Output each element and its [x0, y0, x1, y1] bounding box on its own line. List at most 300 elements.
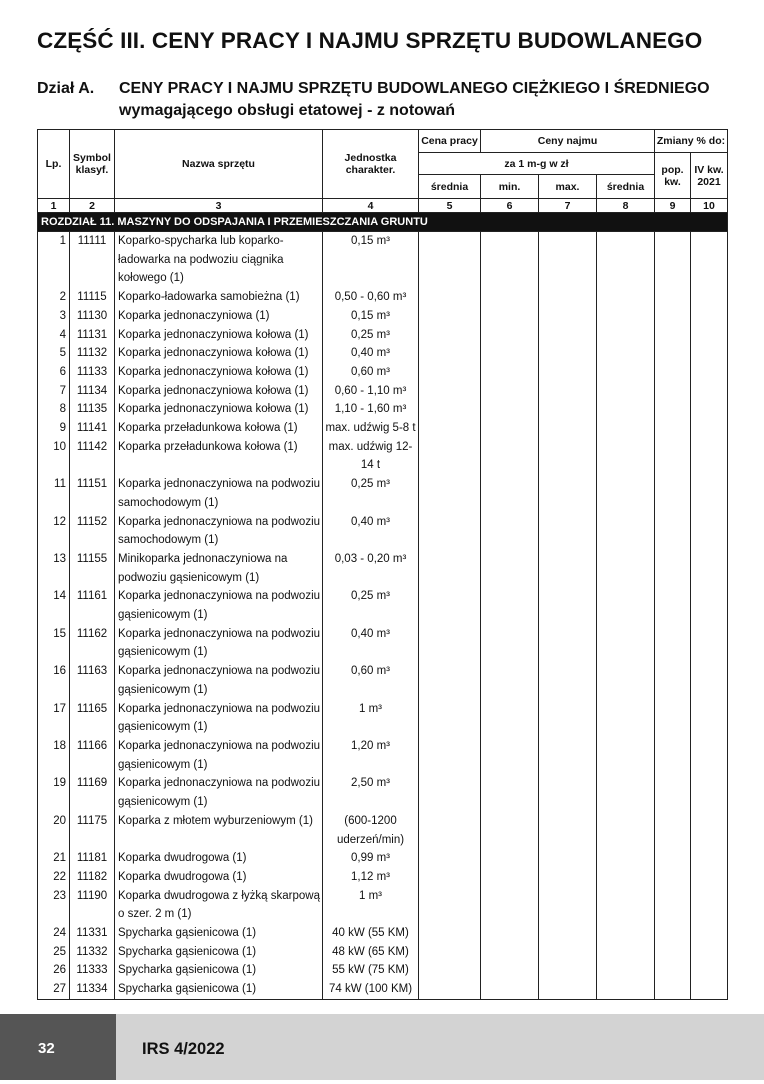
row-empty-cell [691, 550, 728, 587]
row-empty-cell [691, 887, 728, 924]
row-empty-cell [597, 774, 655, 811]
row-name: Koparka jednonaczyniowa na podwoziu gąsienicowym (1) [115, 662, 323, 699]
row-empty-cell [597, 307, 655, 326]
row-unit: 48 kW (65 KM) [323, 943, 419, 962]
row-empty-cell [597, 475, 655, 512]
row-empty-cell [481, 232, 539, 289]
col-number: 2 [70, 199, 115, 213]
header-changes: Zmiany % do: [655, 130, 728, 153]
row-empty-cell [481, 961, 539, 980]
row-unit: 0,03 - 0,20 m³ [323, 550, 419, 587]
row-empty-cell [481, 326, 539, 345]
row-empty-cell [691, 849, 728, 868]
row-unit: 0,60 m³ [323, 363, 419, 382]
row-empty-cell [539, 737, 597, 774]
row-lp: 4 [38, 326, 70, 345]
row-empty-cell [691, 307, 728, 326]
row-empty-cell [691, 288, 728, 307]
row-empty-cell [597, 961, 655, 980]
row-empty-cell [539, 363, 597, 382]
row-empty-cell [655, 868, 691, 887]
row-empty-cell [539, 587, 597, 624]
row-empty-cell [539, 326, 597, 345]
table-row [38, 363, 728, 382]
row-empty-cell [539, 700, 597, 737]
row-name: Koparka przeładunkowa kołowa (1) [115, 419, 323, 438]
table-row [38, 924, 728, 943]
row-empty-cell [597, 288, 655, 307]
row-empty-cell [655, 587, 691, 624]
table-row [38, 326, 728, 345]
row-unit: 40 kW (55 KM) [323, 924, 419, 943]
row-name: Koparko-spycharka lub koparko-ładowarka na podwoziu ciągnika kołowego (1) [115, 232, 323, 289]
row-empty-cell [597, 587, 655, 624]
col-number: 1 [38, 199, 70, 213]
row-empty-cell [655, 961, 691, 980]
table-row [38, 475, 728, 512]
row-symbol: 11141 [70, 419, 115, 438]
table-row [38, 868, 728, 887]
row-empty-cell [597, 662, 655, 699]
row-empty-cell [655, 344, 691, 363]
row-lp: 27 [38, 980, 70, 999]
row-lp: 24 [38, 924, 70, 943]
row-empty-cell [655, 363, 691, 382]
row-empty-cell [655, 737, 691, 774]
row-unit: 1,10 - 1,60 m³ [323, 400, 419, 419]
row-empty-cell [691, 943, 728, 962]
row-unit: 1 m³ [323, 700, 419, 737]
row-empty-cell [419, 961, 481, 980]
column-numbers-row [38, 199, 728, 213]
row-unit: max. udźwig 12-14 t [323, 438, 419, 475]
row-empty-cell [419, 363, 481, 382]
row-empty-cell [691, 700, 728, 737]
row-empty-cell [419, 868, 481, 887]
row-lp: 11 [38, 475, 70, 512]
table-row [38, 774, 728, 811]
table-row [38, 887, 728, 924]
chapter-title: ROZDZIAŁ 11. MASZYNY DO ODSPAJANIA I PRZEMIESZCZANIA GRUNTU [38, 213, 728, 232]
header-unit: Jednostka charakter. [323, 130, 419, 199]
row-empty-cell [691, 774, 728, 811]
row-name: Koparka jednonaczyniowa kołowa (1) [115, 363, 323, 382]
row-symbol: 11175 [70, 812, 115, 849]
row-empty-cell [655, 774, 691, 811]
row-lp: 26 [38, 961, 70, 980]
row-lp: 2 [38, 288, 70, 307]
row-empty-cell [597, 700, 655, 737]
row-empty-cell [655, 438, 691, 475]
row-name: Spycharka gąsienicowa (1) [115, 961, 323, 980]
row-empty-cell [691, 438, 728, 475]
row-empty-cell [481, 550, 539, 587]
row-lp: 14 [38, 587, 70, 624]
row-empty-cell [539, 980, 597, 999]
row-symbol: 11161 [70, 587, 115, 624]
row-empty-cell [481, 513, 539, 550]
row-lp: 12 [38, 513, 70, 550]
row-lp: 18 [38, 737, 70, 774]
row-symbol: 11111 [70, 232, 115, 289]
row-unit: 0,40 m³ [323, 513, 419, 550]
row-name: Koparka dwudrogowa (1) [115, 849, 323, 868]
row-empty-cell [419, 475, 481, 512]
row-name: Koparka jednonaczyniowa kołowa (1) [115, 382, 323, 401]
row-lp: 17 [38, 700, 70, 737]
chapter-row [38, 213, 728, 232]
header-min: min. [481, 175, 539, 199]
row-unit: (600-1200 uderzeń/min) [323, 812, 419, 849]
row-empty-cell [419, 737, 481, 774]
table-row [38, 382, 728, 401]
row-empty-cell [597, 980, 655, 999]
row-empty-cell [655, 400, 691, 419]
row-empty-cell [539, 625, 597, 662]
row-symbol: 11333 [70, 961, 115, 980]
row-name: Minikoparka jednonaczyniowa na podwoziu gąsienicowym (1) [115, 550, 323, 587]
row-unit: 0,25 m³ [323, 475, 419, 512]
header-labor-price: Cena pracy [419, 130, 481, 153]
row-empty-cell [691, 924, 728, 943]
row-name: Koparka jednonaczyniowa na podwoziu gąsienicowym (1) [115, 625, 323, 662]
table-row [38, 419, 728, 438]
row-unit: 74 kW (100 KM) [323, 980, 419, 999]
row-empty-cell [691, 475, 728, 512]
row-name: Koparka jednonaczyniowa na podwoziu gąsienicowym (1) [115, 737, 323, 774]
row-empty-cell [419, 924, 481, 943]
table-row [38, 625, 728, 662]
row-symbol: 11132 [70, 344, 115, 363]
section-heading [37, 78, 737, 122]
row-empty-cell [419, 419, 481, 438]
table-row [38, 400, 728, 419]
row-name: Spycharka gąsienicowa (1) [115, 980, 323, 999]
header-q4-2021: IV kw. 2021 [691, 153, 728, 199]
row-unit: 0,15 m³ [323, 232, 419, 289]
row-lp: 9 [38, 419, 70, 438]
row-unit: 0,60 - 1,10 m³ [323, 382, 419, 401]
row-empty-cell [481, 438, 539, 475]
header-avg-labor: średnia [419, 175, 481, 199]
col-number: 9 [655, 199, 691, 213]
table-row [38, 961, 728, 980]
table-row [38, 550, 728, 587]
row-empty-cell [597, 344, 655, 363]
row-lp: 7 [38, 382, 70, 401]
table-row [38, 344, 728, 363]
row-unit: 1,20 m³ [323, 737, 419, 774]
row-empty-cell [597, 924, 655, 943]
row-empty-cell [691, 400, 728, 419]
row-empty-cell [481, 849, 539, 868]
row-symbol: 11182 [70, 868, 115, 887]
row-empty-cell [419, 307, 481, 326]
row-lp: 23 [38, 887, 70, 924]
row-empty-cell [597, 232, 655, 289]
row-lp: 8 [38, 400, 70, 419]
col-number: 7 [539, 199, 597, 213]
row-empty-cell [481, 419, 539, 438]
row-empty-cell [539, 288, 597, 307]
row-name: Koparka jednonaczyniowa na podwoziu samochodowym (1) [115, 513, 323, 550]
row-symbol: 11169 [70, 774, 115, 811]
row-name: Koparka jednonaczyniowa kołowa (1) [115, 326, 323, 345]
row-name: Spycharka gąsienicowa (1) [115, 943, 323, 962]
header-name: Nazwa sprzętu [115, 130, 323, 199]
table-row [38, 737, 728, 774]
row-empty-cell [655, 625, 691, 662]
row-lp: 25 [38, 943, 70, 962]
table-row [38, 812, 728, 849]
row-empty-cell [691, 232, 728, 289]
row-empty-cell [481, 400, 539, 419]
row-symbol: 11134 [70, 382, 115, 401]
row-empty-cell [691, 587, 728, 624]
row-lp: 10 [38, 438, 70, 475]
row-empty-cell [419, 232, 481, 289]
row-empty-cell [539, 943, 597, 962]
row-empty-cell [481, 662, 539, 699]
row-symbol: 11190 [70, 887, 115, 924]
row-empty-cell [597, 400, 655, 419]
row-empty-cell [691, 662, 728, 699]
row-empty-cell [691, 363, 728, 382]
col-number: 5 [419, 199, 481, 213]
row-empty-cell [597, 887, 655, 924]
row-empty-cell [539, 419, 597, 438]
row-empty-cell [655, 382, 691, 401]
row-name: Koparka dwudrogowa z łyżką skarpową o szer. 2 m (1) [115, 887, 323, 924]
row-empty-cell [481, 887, 539, 924]
row-empty-cell [691, 513, 728, 550]
row-empty-cell [481, 625, 539, 662]
row-empty-cell [539, 438, 597, 475]
row-empty-cell [481, 812, 539, 849]
row-empty-cell [539, 475, 597, 512]
row-empty-cell [655, 232, 691, 289]
table-row [38, 849, 728, 868]
col-number: 3 [115, 199, 323, 213]
row-empty-cell [655, 288, 691, 307]
row-empty-cell [419, 382, 481, 401]
table-body [38, 232, 728, 1000]
section-title: CENY PRACY I NAJMU SPRZĘTU BUDOWLANEGO CIĘŻKIEGO I ŚREDNIEGO [119, 80, 710, 97]
table-row [38, 307, 728, 326]
table-row [38, 438, 728, 475]
header-max: max. [539, 175, 597, 199]
row-lp: 19 [38, 774, 70, 811]
row-empty-cell [655, 326, 691, 345]
row-lp: 22 [38, 868, 70, 887]
row-symbol: 11163 [70, 662, 115, 699]
row-empty-cell [539, 400, 597, 419]
row-empty-cell [655, 662, 691, 699]
row-symbol: 11133 [70, 363, 115, 382]
row-empty-cell [597, 326, 655, 345]
row-symbol: 11331 [70, 924, 115, 943]
row-empty-cell [655, 513, 691, 550]
row-empty-cell [481, 344, 539, 363]
row-empty-cell [597, 438, 655, 475]
row-empty-cell [691, 980, 728, 999]
header-prev-quarter: pop. kw. [655, 153, 691, 199]
row-empty-cell [419, 550, 481, 587]
row-symbol: 11165 [70, 700, 115, 737]
row-lp: 16 [38, 662, 70, 699]
row-unit: 0,40 m³ [323, 625, 419, 662]
row-lp: 1 [38, 232, 70, 289]
row-empty-cell [419, 400, 481, 419]
row-symbol: 11151 [70, 475, 115, 512]
row-empty-cell [597, 382, 655, 401]
row-empty-cell [655, 887, 691, 924]
row-empty-cell [691, 326, 728, 345]
row-symbol: 11162 [70, 625, 115, 662]
row-empty-cell [481, 774, 539, 811]
row-name: Koparko-ładowarka samobieżna (1) [115, 288, 323, 307]
row-empty-cell [597, 513, 655, 550]
equipment-price-table [37, 129, 728, 1000]
row-unit: 55 kW (75 KM) [323, 961, 419, 980]
row-empty-cell [419, 513, 481, 550]
row-empty-cell [539, 550, 597, 587]
row-name: Koparka jednonaczyniowa na podwoziu samochodowym (1) [115, 475, 323, 512]
row-empty-cell [655, 943, 691, 962]
row-empty-cell [597, 849, 655, 868]
row-empty-cell [655, 849, 691, 868]
row-empty-cell [655, 550, 691, 587]
row-empty-cell [481, 288, 539, 307]
row-name: Koparka dwudrogowa (1) [115, 868, 323, 887]
row-empty-cell [691, 419, 728, 438]
row-empty-cell [655, 700, 691, 737]
table-row [38, 513, 728, 550]
row-lp: 6 [38, 363, 70, 382]
row-symbol: 11181 [70, 849, 115, 868]
row-symbol: 11166 [70, 737, 115, 774]
row-empty-cell [691, 625, 728, 662]
row-symbol: 11155 [70, 550, 115, 587]
row-symbol: 11130 [70, 307, 115, 326]
row-empty-cell [691, 737, 728, 774]
row-unit: 0,15 m³ [323, 307, 419, 326]
table-row [38, 700, 728, 737]
row-empty-cell [597, 419, 655, 438]
row-empty-cell [655, 812, 691, 849]
row-empty-cell [539, 344, 597, 363]
row-empty-cell [481, 868, 539, 887]
section-label: Dział A. [37, 80, 95, 97]
row-empty-cell [419, 288, 481, 307]
row-empty-cell [481, 475, 539, 512]
col-number: 6 [481, 199, 539, 213]
row-empty-cell [597, 363, 655, 382]
row-lp: 21 [38, 849, 70, 868]
table-row [38, 662, 728, 699]
row-symbol: 11142 [70, 438, 115, 475]
row-empty-cell [597, 943, 655, 962]
col-number: 4 [323, 199, 419, 213]
header-per-unit: za 1 m-g w zł [419, 153, 655, 175]
row-empty-cell [419, 774, 481, 811]
row-empty-cell [481, 943, 539, 962]
row-name: Koparka jednonaczyniowa na podwoziu gąsienicowym (1) [115, 587, 323, 624]
row-empty-cell [597, 625, 655, 662]
row-lp: 13 [38, 550, 70, 587]
row-empty-cell [597, 868, 655, 887]
row-empty-cell [419, 812, 481, 849]
row-empty-cell [419, 980, 481, 999]
table-row [38, 288, 728, 307]
row-symbol: 11131 [70, 326, 115, 345]
row-empty-cell [419, 625, 481, 662]
row-empty-cell [419, 700, 481, 737]
row-lp: 15 [38, 625, 70, 662]
row-unit: 0,60 m³ [323, 662, 419, 699]
row-name: Koparka przeładunkowa kołowa (1) [115, 438, 323, 475]
row-symbol: 11152 [70, 513, 115, 550]
row-empty-cell [539, 513, 597, 550]
row-unit: 2,50 m³ [323, 774, 419, 811]
row-empty-cell [419, 887, 481, 924]
row-symbol: 11334 [70, 980, 115, 999]
row-unit: 0,25 m³ [323, 587, 419, 624]
row-empty-cell [419, 662, 481, 699]
row-empty-cell [481, 363, 539, 382]
col-number: 8 [597, 199, 655, 213]
row-lp: 5 [38, 344, 70, 363]
header-lp: Lp. [38, 130, 70, 199]
row-name: Koparka z młotem wyburzeniowym (1) [115, 812, 323, 849]
header-symbol: Symbol klasyf. [70, 130, 115, 199]
row-empty-cell [691, 344, 728, 363]
row-unit: 0,99 m³ [323, 849, 419, 868]
row-empty-cell [419, 326, 481, 345]
row-name: Koparka jednonaczyniowa (1) [115, 307, 323, 326]
section-subtitle: wymagającego obsługi etatowej - z notowań [119, 102, 456, 119]
row-name: Koparka jednonaczyniowa na podwoziu gąsienicowym (1) [115, 774, 323, 811]
row-unit: 0,50 - 0,60 m³ [323, 288, 419, 307]
part-title: CZĘŚĆ III. CENY PRACY I NAJMU SPRZĘTU BUDOWLANEGO [37, 28, 703, 53]
row-empty-cell [481, 737, 539, 774]
row-symbol: 11332 [70, 943, 115, 962]
row-empty-cell [539, 307, 597, 326]
row-symbol: 11135 [70, 400, 115, 419]
row-empty-cell [481, 924, 539, 943]
row-empty-cell [539, 924, 597, 943]
col-number: 10 [691, 199, 728, 213]
row-empty-cell [481, 587, 539, 624]
row-empty-cell [419, 438, 481, 475]
row-empty-cell [481, 700, 539, 737]
row-unit: 0,25 m³ [323, 326, 419, 345]
row-unit: 0,40 m³ [323, 344, 419, 363]
header-avg-rental: średnia [597, 175, 655, 199]
row-empty-cell [539, 961, 597, 980]
row-empty-cell [539, 849, 597, 868]
row-empty-cell [419, 943, 481, 962]
row-empty-cell [655, 980, 691, 999]
row-unit: max. udźwig 5-8 t [323, 419, 419, 438]
row-empty-cell [481, 307, 539, 326]
row-unit: 1 m³ [323, 887, 419, 924]
row-empty-cell [655, 307, 691, 326]
table-row [38, 980, 728, 999]
row-empty-cell [539, 232, 597, 289]
row-empty-cell [539, 774, 597, 811]
row-empty-cell [539, 662, 597, 699]
